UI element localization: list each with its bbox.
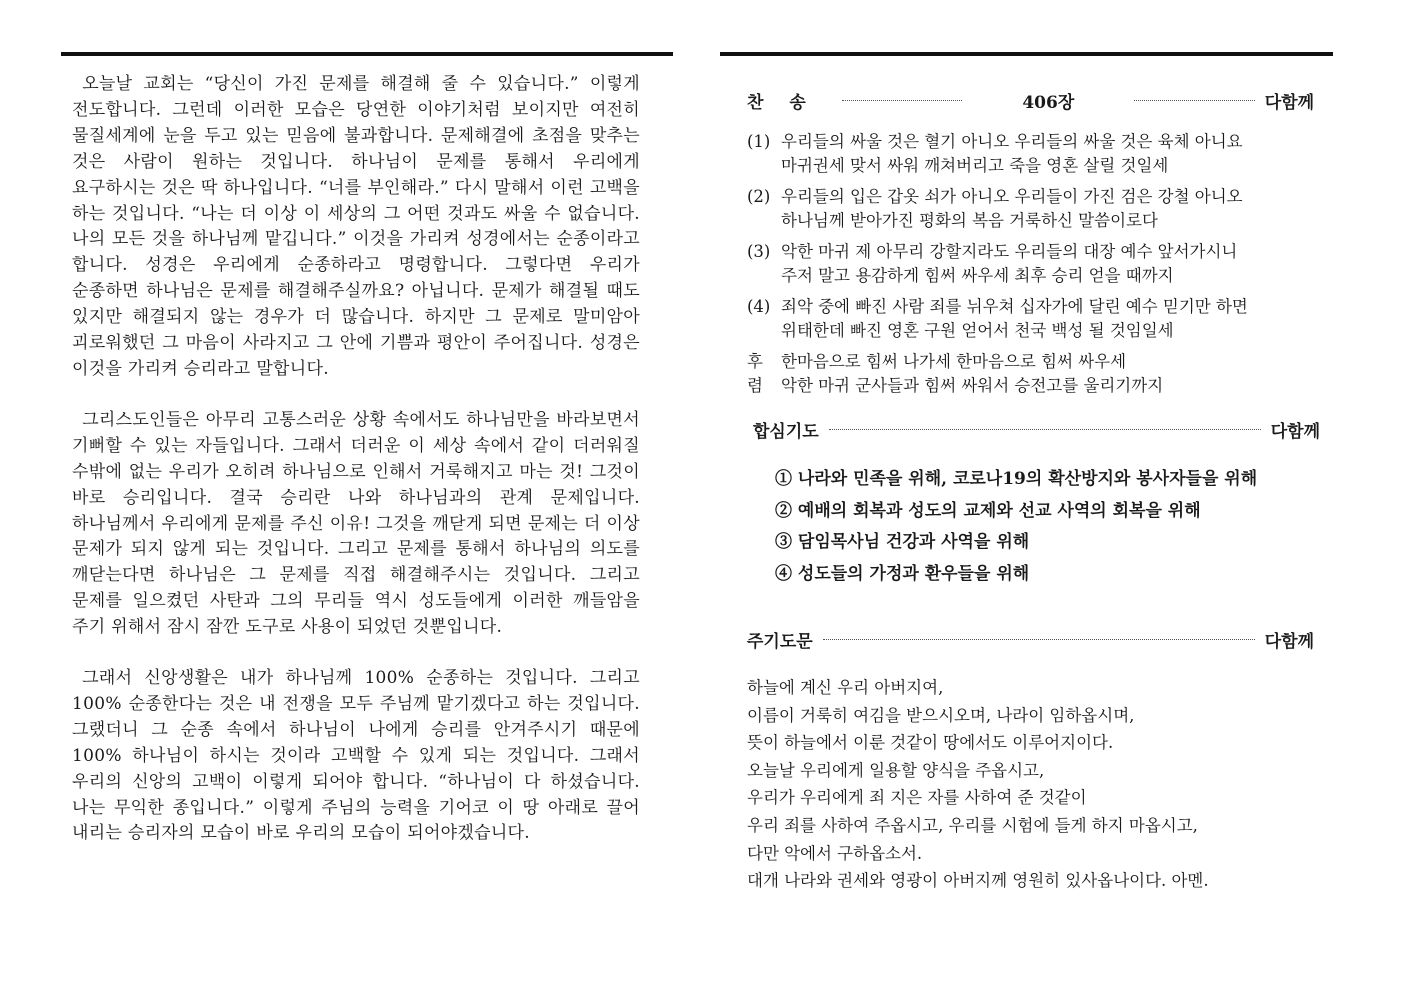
hymn-header xyxy=(747,88,1314,112)
leader-dots xyxy=(829,428,1261,430)
verse-number: (4) xyxy=(747,297,771,316)
leader-dots xyxy=(1134,99,1254,101)
verse-line: 우리들의 입은 갑옷 쇠가 아니오 우리들이 가진 검은 강철 아니오 xyxy=(781,187,1243,206)
prayer-item: ① 나라와 민족을 위해, 코로나19의 확산방지와 봉사자들을 위해 xyxy=(775,469,1258,489)
sermon-column xyxy=(72,72,640,847)
sermon-paragraph-2: 그리스도인들은 아무리 고통스러운 상황 속에서도 하나님만을 바라보면서 기뻐할 수 있는 자들입니다. 그래서 더러운 이 세상 속에서 같이 더러워질 수밖에 없는 우리가 오히려 하나님으로 인해서 거룩해지고 마는 것! 그것이 바로 승리입니다. 결국 승리란 나와 하나님과의 관계 문제입니다. 하나님께서 우리에게 문제를 주신 이유! 그것을 깨닫게 되면 문제는 더 이상 문제가 되지 않게 되는 것입니다. 그리고 문제를 통해서 하나님의 의도를 깨닫는다면 하나님은 그 문제를 직접 해결해주시는 것입니다. 그리고 문제를 일으켰던 사탄과 그의 무리들 역시 성도들에게 이러한 깨들암을 주기 위해서 잠시 잠깐 도구로 사용이 되었던 것뿐입니다. xyxy=(72,409,640,638)
lords-prayer-line: 이름이 거룩히 여김을 받으시오며, 나라이 임하옵시며, xyxy=(747,705,1135,725)
verse-number: (3) xyxy=(747,242,771,261)
lords-prayer-header xyxy=(747,627,1314,651)
refrain-line: 악한 마귀 군사들과 힘써 싸워서 승전고를 울리기까지 xyxy=(781,375,1164,395)
top-rule-left xyxy=(61,52,673,56)
prayer-item: ② 예배의 회복과 성도의 교제와 선교 사역의 회복을 위해 xyxy=(775,500,1201,521)
leader-dots xyxy=(842,99,962,101)
hymn-verse xyxy=(747,185,1317,233)
hymn-verse xyxy=(747,295,1317,343)
verse-line: 마귀권세 맞서 싸워 깨쳐버리고 죽을 영혼 살릴 것일세 xyxy=(781,156,1169,175)
lords-prayer-line: 다만 악에서 구하옵소서. xyxy=(747,843,923,863)
verse-line: 주저 말고 용감하게 힘써 싸우세 최후 승리 얻을 때까지 xyxy=(781,266,1174,285)
prayer-item: ③ 담임목사님 건강과 사역을 위해 xyxy=(775,532,1030,552)
lords-prayer-line: 우리 죄를 사하여 주옵시고, 우리를 시험에 들게 하지 마옵시고, xyxy=(747,815,1198,835)
verse-line: 하나님께 받아가진 평화의 복음 거룩하신 말씀이로다 xyxy=(781,211,1158,230)
prayer-header xyxy=(753,417,1320,441)
lords-prayer-line: 뜻이 하늘에서 이룬 것같이 땅에서도 이루어지이다. xyxy=(747,733,1114,753)
leader-dots xyxy=(823,638,1255,640)
lords-prayer-label: 주기도문 xyxy=(747,631,813,652)
sermon-paragraph-3: 그래서 신앙생활은 내가 하나님께 100% 순종하는 것입니다. 그리고 100% 순종한다는 것은 내 전쟁을 모두 주님께 맡기겠다고 하는 것입니다. 그랬더니 그 순종 속에서 하나님이 나에게 승리를 안겨주시기 때문에 100% 하나님이 하시는 것이라 고백할 수 있게 되는 것입니다. 그래서 우리의 신앙의 고백이 이렇게 되어야 합니다. “하나님이 다 하셨습니다. 나는 무익한 종입니다.” 이렇게 주님의 능력을 기어코 이 땅 아래로 끌어 내리는 승리자의 모습이 바로 우리의 모습이 되어야겠습니다. xyxy=(72,668,640,844)
refrain-line: 한마음으로 힘써 나가세 한마음으로 힘써 싸우세 xyxy=(781,352,1127,371)
verse-line: 위태한데 빠진 영혼 구원 얻어서 천국 백성 될 것임일세 xyxy=(781,321,1174,340)
lords-prayer-line: 우리가 우리에게 죄 지은 자를 사하여 준 것같이 xyxy=(747,788,1087,808)
hymn-verse xyxy=(747,240,1317,288)
hymn-verse xyxy=(747,130,1317,178)
prayer-item: ④ 성도들의 가정과 환우들을 위해 xyxy=(775,563,1030,584)
sermon-paragraph-1: 오늘날 교회는 “당신이 가진 문제를 해결해 줄 수 있습니다.” 이렇게 전도합니다. 그런데 이러한 모습은 당연한 이야기처럼 보이지만 여전히 물질세계에 눈을 두고 있는 믿음에 불과합니다. 문제해결에 초점을 맞추는 것은 사람이 원하는 것입니다. 하나님이 문제를 통해서 우리에게 요구하시는 것은 딱 하나입니다. “너를 부인해라.” 다시 말해서 이런 고백을 하는 것입니다. “나는 더 이상 이 세상의 그 어떤 것과도 싸울 수 없습니다. 나의 모든 것을 하나님께 맡깁니다.” 이것을 가리켜 성경에서는 순종이라고 합니다. 성경은 우리에게 순종하라고 명령합니다. 그렇다면 우리가 순종하면 하나님은 문제를 해결해주실까요? 아닙니다. 문제가 해결될 때도 있지만 해결되지 않는 경우가 더 많습니다. 하지만 그 문제로 말미암아 괴로워했던 그 마음이 사라지고 그 안에 기쁨과 평안이 주어집니다. 성경은 이것을 가리켜 승리라고 말합니다. xyxy=(72,74,640,379)
lords-prayer-who: 다함께 xyxy=(1264,631,1314,652)
lords-prayer-text xyxy=(747,674,1209,895)
verse-line: 죄악 중에 빠진 사람 죄를 뉘우쳐 십자가에 달린 예수 믿기만 하면 xyxy=(781,297,1248,316)
prayer-list xyxy=(775,464,1257,590)
verse-line: 악한 마귀 제 아무리 강할지라도 우리들의 대장 예수 앞서가시니 xyxy=(781,242,1238,261)
verse-number: (1) xyxy=(747,132,771,151)
verse-number: (2) xyxy=(747,187,771,206)
hymn-verses xyxy=(747,130,1317,397)
lords-prayer-line: 대개 나라와 권세와 영광이 아버지께 영원히 있사옵나이다. 아멘. xyxy=(747,871,1209,891)
hymn-number: 406장 xyxy=(1022,92,1075,113)
refrain-label: 후 xyxy=(747,352,763,371)
lords-prayer-line: 하늘에 계신 우리 아버지여, xyxy=(747,678,944,697)
hymn-who: 다함께 xyxy=(1264,92,1314,113)
lords-prayer-line: 오늘날 우리에게 일용할 양식을 주옵시고, xyxy=(747,760,1045,780)
prayer-who: 다함께 xyxy=(1270,421,1320,442)
hymn-refrain xyxy=(747,350,1317,397)
refrain-label: 렴 xyxy=(747,375,763,395)
verse-line: 우리들의 싸울 것은 혈기 아니오 우리들의 싸울 것은 육체 아니요 xyxy=(781,132,1243,151)
hymn-label: 찬송 xyxy=(747,92,832,113)
prayer-label: 합심기도 xyxy=(753,421,819,442)
worship-order-column xyxy=(747,0,1320,992)
